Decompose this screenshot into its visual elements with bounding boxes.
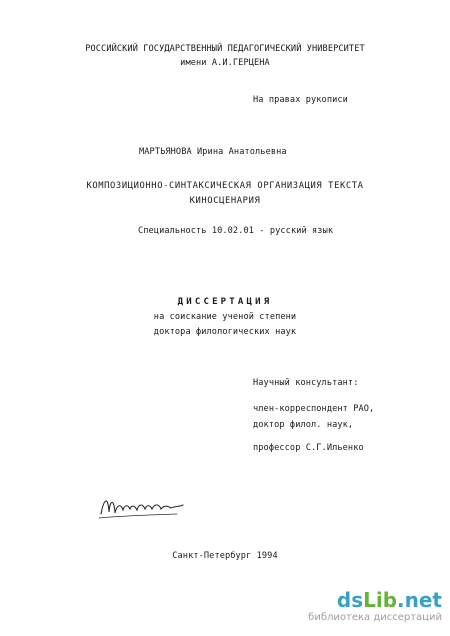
consultant-title-1: член-корреспондент РАО, xyxy=(253,404,375,414)
author-name: МАРТЬЯНОВА Ирина Анатольевна xyxy=(139,147,287,157)
degree-line-2: доктора филологических наук xyxy=(153,327,297,337)
logo-part-ds: ds xyxy=(336,588,364,612)
dslib-logo xyxy=(308,589,442,611)
university-name: РОССИЙСКИЙ ГОСУДАРСТВЕННЫЙ ПЕДАГОГИЧЕСКИЙ УНИВЕРСИТЕТ xyxy=(85,44,365,54)
logo-part-net: .net xyxy=(397,588,442,612)
consultant-label: Научный консультант: xyxy=(253,378,359,388)
dslib-watermark xyxy=(308,589,442,624)
watermark-subtitle: библиотека диссертаций xyxy=(308,612,442,623)
rights-note: На правах рукописи xyxy=(253,95,348,105)
consultant-title-2: доктор филол. наук, xyxy=(253,420,354,430)
logo-part-lib: Lib xyxy=(363,588,398,612)
dissertation-heading: ДИССЕРТАЦИЯ xyxy=(177,297,273,307)
thesis-title-line-2: КИНОСЦЕНАРИЯ xyxy=(189,196,261,206)
degree-line-1: на соискание ученой степени xyxy=(153,312,297,322)
consultant-name: профессор С.Г.Ильенко xyxy=(253,443,364,453)
thesis-title-line-1: КОМПОЗИЦИОННО-СИНТАКСИЧЕСКАЯ ОРГАНИЗАЦИЯ ТЕКСТА xyxy=(86,181,364,191)
specialty-line: Специальность 10.02.01 - русский язык xyxy=(138,226,334,236)
handwritten-signature xyxy=(97,492,187,526)
city-year: Санкт-Петербург 1994 xyxy=(172,551,278,561)
university-named-after: имени А.И.ГЕРЦЕНА xyxy=(180,58,270,68)
